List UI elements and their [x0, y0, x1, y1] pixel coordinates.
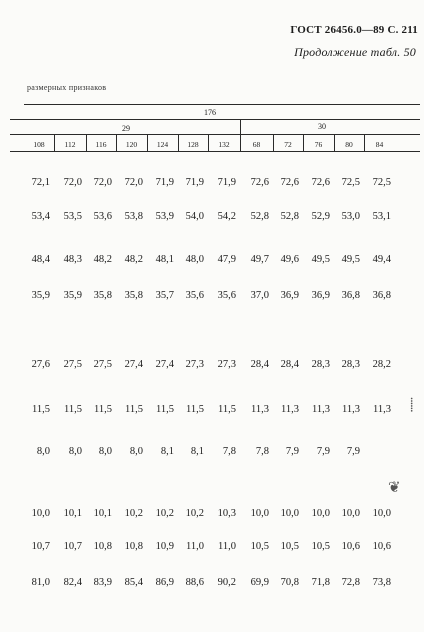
- table-cell: 7,9: [346, 446, 360, 457]
- table-cell: 11,5: [64, 404, 82, 415]
- table-cell: 7,8: [222, 446, 236, 457]
- subgroup-caption: 30: [318, 122, 326, 131]
- rule-top: [24, 104, 420, 105]
- table-cell: 11,5: [125, 404, 143, 415]
- table-cell: 71,8: [311, 577, 330, 588]
- table-cell: 72,8: [341, 577, 360, 588]
- table-cell: 11,3: [251, 404, 269, 415]
- table-cell: 10,2: [185, 508, 204, 519]
- table-cell: 35,8: [124, 290, 143, 301]
- table-cell: 53,1: [372, 211, 391, 222]
- table-cell: 49,7: [250, 254, 269, 265]
- table-cell: 10,1: [63, 508, 82, 519]
- table-cell: 35,6: [185, 290, 204, 301]
- table-cell: 36,9: [280, 290, 299, 301]
- table-cell: 48,1: [155, 254, 174, 265]
- table-cell: 11,3: [281, 404, 299, 415]
- table-cell: 10,0: [31, 508, 50, 519]
- table-cell: 28,3: [311, 359, 330, 370]
- table-cell: 72,0: [63, 177, 82, 188]
- table-cell: 35,6: [217, 290, 236, 301]
- table-cell: 49,6: [280, 254, 299, 265]
- table-cell: 8,0: [68, 446, 82, 457]
- column-header: 128: [187, 140, 199, 149]
- table-cell: 85,4: [124, 577, 143, 588]
- column-header: 76: [314, 140, 323, 149]
- subgroup-divider: [240, 119, 241, 151]
- table-cell: 10,1: [93, 508, 112, 519]
- column-header: 68: [252, 140, 261, 149]
- column-header: 72: [284, 140, 292, 149]
- column-divider: [334, 134, 335, 151]
- table-cell: 10,5: [311, 541, 330, 552]
- table-cell: 72,6: [250, 177, 269, 188]
- table-cell: 10,6: [372, 541, 391, 552]
- table-cell: 7,8: [255, 446, 269, 457]
- table-cell: 81,0: [31, 577, 50, 588]
- table-cell: 10,2: [124, 508, 143, 519]
- table-cell: 72,5: [372, 177, 391, 188]
- table-cell: 8,0: [98, 446, 112, 457]
- table-cell: 35,7: [155, 290, 174, 301]
- table-cell: 11,3: [312, 404, 330, 415]
- table-cell: 11,5: [186, 404, 204, 415]
- table-cell: 47,9: [217, 254, 236, 265]
- table-cell: 82,4: [63, 577, 82, 588]
- table-cell: 28,4: [280, 359, 299, 370]
- table-cell: 49,4: [372, 254, 391, 265]
- table-cell: 35,9: [31, 290, 50, 301]
- table-cell: 27,4: [124, 359, 143, 370]
- table-cell: 53,6: [93, 211, 112, 222]
- table-cell: 10,8: [93, 541, 112, 552]
- table-cell: 10,0: [280, 508, 299, 519]
- table-cell: 72,0: [93, 177, 112, 188]
- table-cell: 27,5: [63, 359, 82, 370]
- column-divider: [116, 134, 117, 151]
- table-cell: 35,8: [93, 290, 112, 301]
- table-cell: 53,9: [155, 211, 174, 222]
- table-cell: 10,0: [372, 508, 391, 519]
- table-cell: 10,5: [280, 541, 299, 552]
- table-cell: 53,5: [63, 211, 82, 222]
- column-header: 116: [95, 140, 107, 149]
- column-header: 132: [218, 140, 230, 149]
- table-cell: 52,8: [250, 211, 269, 222]
- column-header: 112: [64, 140, 76, 149]
- table-cell: 53,8: [124, 211, 143, 222]
- table-continuation-caption: Продолжение табл. 50: [294, 45, 416, 59]
- table-cell: 8,1: [160, 446, 174, 457]
- table-cell: 52,8: [280, 211, 299, 222]
- table-cell: 11,0: [218, 541, 236, 552]
- table-cell: 71,9: [155, 177, 174, 188]
- table-cell: 48,3: [63, 254, 82, 265]
- subgroup-caption: 29: [122, 124, 130, 133]
- table-cell: 8,0: [129, 446, 143, 457]
- table-cell: 72,6: [311, 177, 330, 188]
- table-cell: 48,4: [31, 254, 50, 265]
- table-cell: 37,0: [250, 290, 269, 301]
- table-cell: 36,8: [341, 290, 360, 301]
- table-cell: 71,9: [217, 177, 236, 188]
- column-divider: [273, 134, 274, 151]
- table-cell: 88,6: [185, 577, 204, 588]
- column-header: 108: [33, 140, 45, 149]
- table-cell: 28,2: [372, 359, 391, 370]
- table-cell: 10,8: [124, 541, 143, 552]
- group-caption: 176: [204, 108, 216, 117]
- table-cell: 48,2: [93, 254, 112, 265]
- column-header: 80: [345, 140, 353, 149]
- table-cell: 49,5: [311, 254, 330, 265]
- table-cell: 49,5: [341, 254, 360, 265]
- table-cell: 10,0: [311, 508, 330, 519]
- table-cell: 11,3: [373, 404, 391, 415]
- table-cell: 54,2: [217, 211, 236, 222]
- table-cell: 90,2: [217, 577, 236, 588]
- table-cell: 10,6: [341, 541, 360, 552]
- scan-mark: ❦: [388, 480, 401, 496]
- table-cell: 52,9: [311, 211, 330, 222]
- table-cell: 10,9: [155, 541, 174, 552]
- table-cell: 83,9: [93, 577, 112, 588]
- table-cell: 10,7: [31, 541, 50, 552]
- table-cell: 72,5: [341, 177, 360, 188]
- table-cell: 36,9: [311, 290, 330, 301]
- table-cell: 70,8: [280, 577, 299, 588]
- table-cell: 69,9: [250, 577, 269, 588]
- column-divider: [303, 134, 304, 151]
- table-cell: 72,6: [280, 177, 299, 188]
- table-column-note: размерных признаков: [27, 83, 107, 92]
- table-cell: 10,5: [250, 541, 269, 552]
- table-cell: 10,0: [341, 508, 360, 519]
- column-divider: [178, 134, 179, 151]
- table-cell: 8,1: [190, 446, 204, 457]
- table-cell: 36,8: [372, 290, 391, 301]
- table-cell: 54,0: [185, 211, 204, 222]
- scan-mark: ⸽: [410, 397, 414, 412]
- document-header: ГОСТ 26456.0—89 С. 211: [290, 24, 418, 36]
- table-cell: 28,4: [250, 359, 269, 370]
- table-cell: 11,5: [218, 404, 236, 415]
- table-cell: 71,9: [185, 177, 204, 188]
- table-cell: 73,8: [372, 577, 391, 588]
- column-header: 84: [375, 140, 384, 149]
- table-cell: 10,0: [250, 508, 269, 519]
- column-divider: [86, 134, 87, 151]
- table-cell: 27,3: [217, 359, 236, 370]
- table-cell: 53,4: [31, 211, 50, 222]
- table-cell: 28,3: [341, 359, 360, 370]
- table-cell: 53,0: [341, 211, 360, 222]
- table-cell: 27,5: [93, 359, 112, 370]
- table-cell: 86,9: [155, 577, 174, 588]
- table-cell: 8,0: [36, 446, 50, 457]
- table-cell: 11,0: [186, 541, 204, 552]
- rule-group: [10, 119, 420, 120]
- table-cell: 10,2: [155, 508, 174, 519]
- table-cell: 11,5: [156, 404, 174, 415]
- column-header: 124: [156, 140, 169, 149]
- table-cell: 11,3: [342, 404, 360, 415]
- column-divider: [208, 134, 209, 151]
- table-cell: 11,5: [94, 404, 112, 415]
- table-cell: 48,0: [185, 254, 204, 265]
- table-cell: 27,3: [185, 359, 204, 370]
- column-divider: [54, 134, 55, 151]
- table-cell: 7,9: [316, 446, 330, 457]
- column-divider: [364, 134, 365, 151]
- column-divider: [147, 134, 148, 151]
- table-cell: 72,0: [124, 177, 143, 188]
- table-cell: 10,7: [63, 541, 82, 552]
- column-header: 120: [125, 140, 138, 149]
- rule-subgroup: [10, 134, 420, 135]
- table-cell: 27,4: [155, 359, 174, 370]
- table-cell: 27,6: [31, 359, 50, 370]
- table-cell: 48,2: [124, 254, 143, 265]
- table-cell: 7,9: [285, 446, 299, 457]
- rule-header-bottom: [10, 151, 420, 152]
- table-cell: 72,1: [31, 177, 50, 188]
- table-cell: 10,3: [217, 508, 236, 519]
- table-cell: 11,5: [32, 404, 50, 415]
- table-cell: 35,9: [63, 290, 82, 301]
